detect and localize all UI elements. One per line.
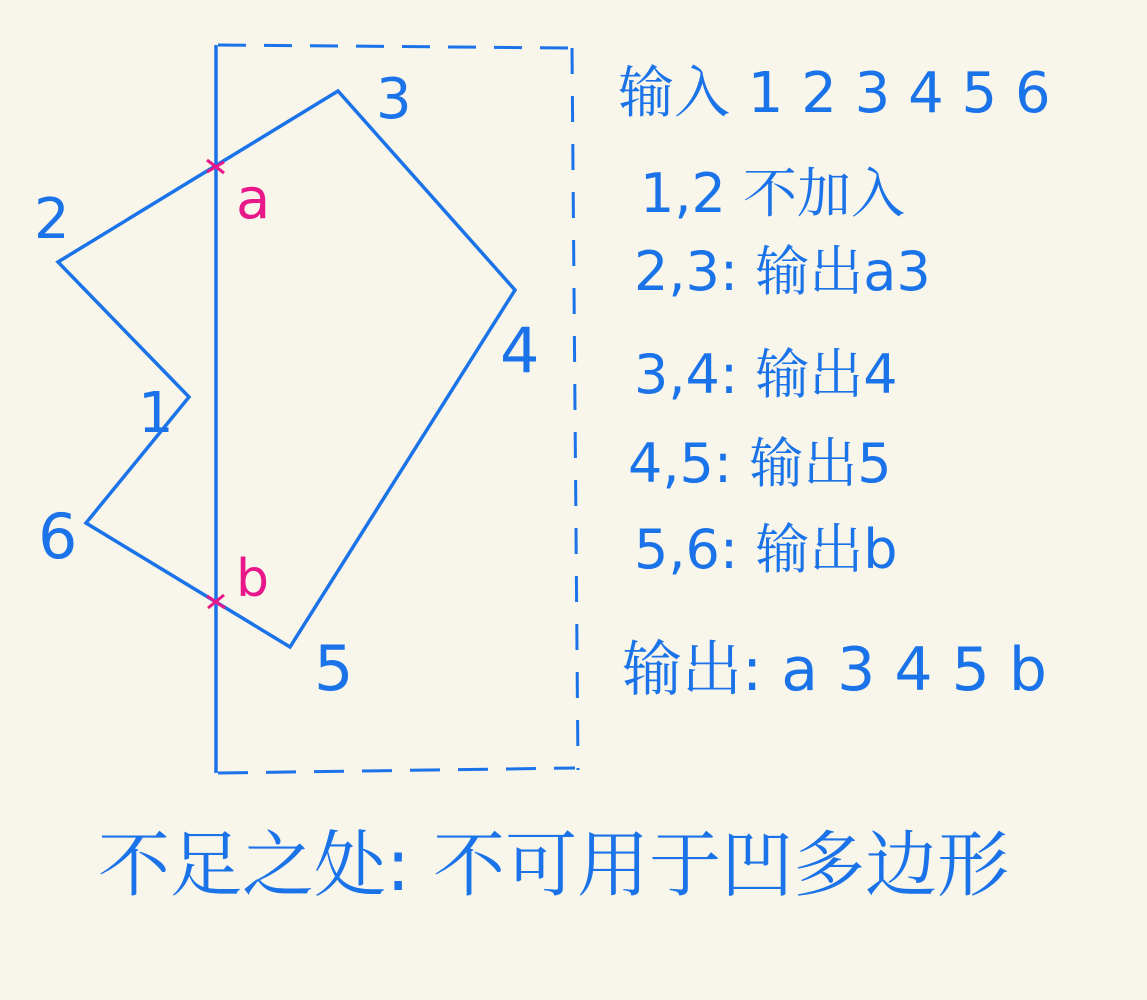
- intersection-label-b: b: [236, 549, 270, 609]
- step-text-2: 2,3: 输出a3: [634, 240, 931, 303]
- vertex-label-2: 2: [34, 187, 70, 252]
- step-text-1: 1,2 不加入: [640, 162, 906, 225]
- output-text: 输出: a 3 4 5 b: [622, 635, 1047, 705]
- vertex-label-3: 3: [376, 67, 412, 132]
- step-text-3: 3,4: 输出4: [634, 343, 898, 406]
- vertex-label-4: 4: [500, 314, 540, 387]
- limitation-remark: 不足之处: 不可用于凹多边形: [98, 823, 1010, 907]
- intersection-label-a: a: [236, 167, 271, 232]
- step-text-5: 5,6: 输出b: [634, 518, 898, 581]
- vertex-label-6: 6: [38, 500, 78, 573]
- step-text-4: 4,5: 输出5: [628, 432, 892, 495]
- input-sequence-text: 输入 1 2 3 4 5 6: [618, 61, 1051, 126]
- vertex-label-5: 5: [314, 632, 354, 705]
- vertex-label-1: 1: [138, 381, 174, 446]
